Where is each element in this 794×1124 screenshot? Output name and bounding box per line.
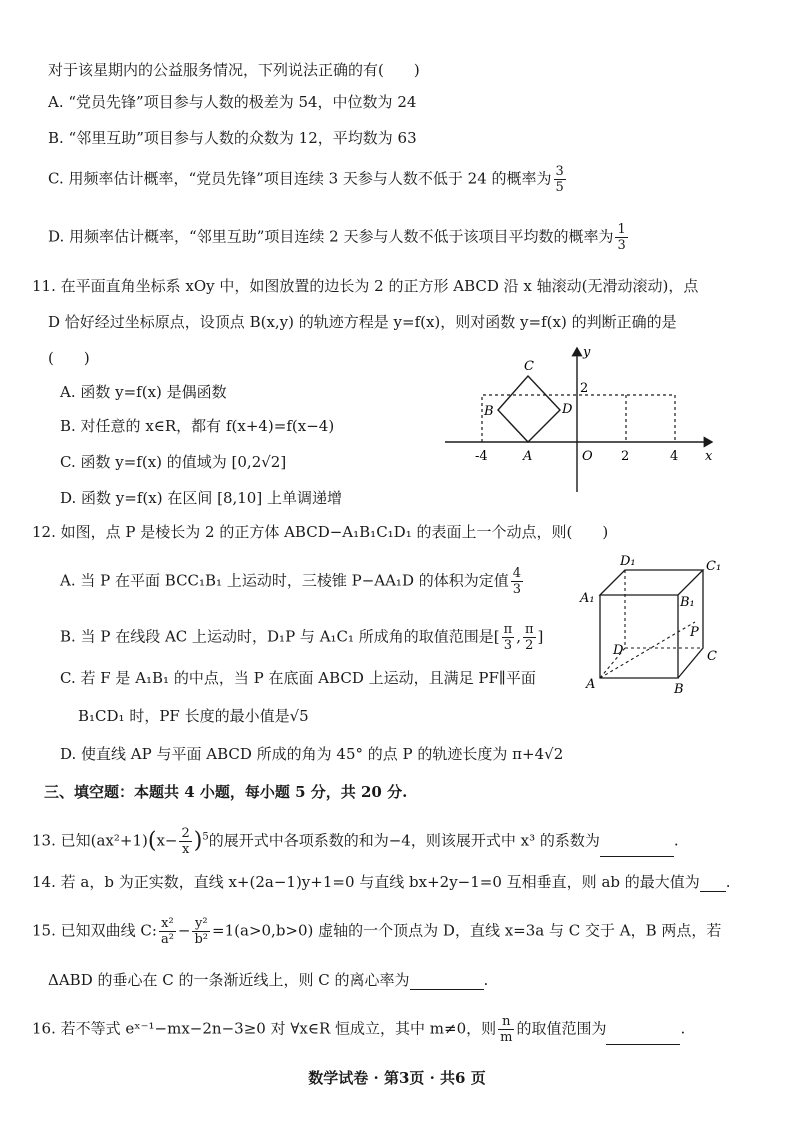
label-C: C xyxy=(707,649,717,664)
q11-option-d: D. 函数 y=f(x) 在区间 [8,10] 上单调递增 xyxy=(60,489,342,507)
q12-option-d: D. 使直线 AP 与平面 ABCD 所成的角为 45° 的点 P 的轨迹长度为 π+4√2 xyxy=(60,745,564,763)
label-D: D xyxy=(562,402,573,417)
q14-text: 14. 若 a，b 为正实数，直线 x+(2a−1)y+1=0 与直线 bx+2y−1=0 互相垂直，则 ab 的最大值为 xyxy=(32,873,700,891)
q16-post: 的取值范围为 xyxy=(516,1019,607,1038)
paren-open: ( xyxy=(147,828,157,854)
answer-blank[interactable] xyxy=(606,1028,680,1045)
denominator: 2 xyxy=(525,638,534,653)
q12-option-b-text: B. 当 P 在线段 AC 上运动时，D₁P 与 A₁C₁ 所成角的取值范围是[ xyxy=(60,627,500,646)
q11-figure xyxy=(440,340,730,500)
q10-stem: 对于该星期内的公益服务情况，下列说法正确的有( ) xyxy=(48,61,420,79)
label-D: D xyxy=(613,643,624,658)
section-title: 三、填空题：本题共 4 小题，每小题 5 分，共 20 分. xyxy=(44,783,408,801)
square-abcd xyxy=(498,376,560,442)
label-y: y xyxy=(583,345,591,360)
q12-option-a-text: A. 当 P 在平面 BCC₁B₁ 上运动时，三棱锥 P−AA₁D 的体积为定值 xyxy=(60,571,509,590)
q10-option-c-text: C. 用频率估计概率，“党员先锋”项目连续 3 天参与人数不低于 24 的概率为 xyxy=(48,169,552,188)
label-x: x xyxy=(705,449,713,464)
q13-post: 的展开式中各项系数的和为−4，则该展开式中 x³ 的系数为 xyxy=(208,831,600,850)
paren-close: ) xyxy=(193,828,203,854)
label-p2: 2 xyxy=(621,449,630,464)
q15-line1 xyxy=(32,916,721,947)
q11-line1: 11. 在平面直角坐标系 xOy 中，如图放置的边长为 2 的正方形 ABCD 沿 x 轴滚动(无滑动滚动)，点 xyxy=(32,277,699,295)
q10-option-d-text: D. 用频率估计概率，“邻里互助”项目连续 2 天参与人数不低于该项目平均数的概率为 xyxy=(48,227,614,246)
numerator: 4 xyxy=(512,566,522,581)
numerator: n xyxy=(498,1014,514,1030)
fraction xyxy=(179,826,191,857)
label-A: A xyxy=(586,677,596,692)
q10-option-d xyxy=(48,222,630,253)
label-2-y: 2 xyxy=(580,381,589,396)
q15-line2 xyxy=(48,970,488,990)
fraction xyxy=(502,622,515,653)
numerator: 1 xyxy=(617,222,626,237)
dashed-trajectory xyxy=(482,395,675,442)
q12-option-a xyxy=(60,566,525,597)
q13 xyxy=(32,826,679,857)
fraction xyxy=(523,622,536,653)
label-p4: 4 xyxy=(670,449,679,464)
label-P: P xyxy=(690,625,699,640)
fraction xyxy=(159,916,176,947)
q15-post: =1(a>0,b>0) 虚轴的一个顶点为 D，直线 x=3a 与 C 交于 A，B 两点，若 xyxy=(212,921,722,940)
q13-pre: 13. 已知(ax²+1) xyxy=(32,831,148,850)
denominator: 3 xyxy=(512,582,522,597)
q12-cube-figure xyxy=(570,550,730,700)
fraction xyxy=(498,1014,514,1045)
denominator: x xyxy=(181,842,190,857)
q14 xyxy=(32,872,731,892)
denominator: 3 xyxy=(617,238,626,253)
q10-option-a: A. “党员先锋”项目参与人数的极差为 54，中位数为 24 xyxy=(48,93,417,111)
fraction xyxy=(511,566,523,597)
label-B: B xyxy=(674,682,684,697)
cube-visible-edges xyxy=(600,570,703,678)
q10-option-c xyxy=(48,164,568,195)
label-m4: -4 xyxy=(475,449,488,464)
fraction xyxy=(192,916,210,947)
label-A1: A₁ xyxy=(580,591,595,606)
label-A: A xyxy=(523,449,533,464)
fraction xyxy=(554,164,566,195)
q15-pre: 15. 已知双曲线 C: xyxy=(32,921,157,940)
period: . xyxy=(725,873,731,891)
label-B1: B₁ xyxy=(680,595,695,610)
answer-blank[interactable] xyxy=(600,840,674,857)
answer-blank[interactable] xyxy=(410,973,484,990)
q11-option-b: B. 对任意的 x∈R，都有 f(x+4)=f(x−4) xyxy=(60,417,335,435)
period: . xyxy=(680,1019,686,1038)
q12-stem: 12. 如图，点 P 是棱长为 2 的正方体 ABCD−A₁B₁C₁D₁ 的表面上一个动点，则( ) xyxy=(32,523,609,541)
exponent: 5 xyxy=(202,831,209,843)
label-o: O xyxy=(582,449,593,464)
q15-line2-text: ΔABD 的垂心在 C 的一条渐近线上，则 C 的离心率为 xyxy=(48,971,410,989)
page-footer: 数学试卷 · 第3页 · 共6 页 xyxy=(308,1069,486,1087)
bracket: ] xyxy=(537,627,544,646)
label-C: C xyxy=(524,359,534,374)
denominator: b² xyxy=(194,932,209,947)
q16-pre: 16. 若不等式 eˣ⁻¹−mx−2n−3≥0 对 ∀x∈R 恒成立，其中 m≠0，则 xyxy=(32,1019,497,1038)
numerator: π xyxy=(525,622,534,637)
numerator: x² xyxy=(159,916,176,932)
label-C1: C₁ xyxy=(706,559,722,574)
q11-option-a: A. 函数 y=f(x) 是偶函数 xyxy=(60,383,227,401)
q16 xyxy=(32,1014,685,1045)
denominator: 3 xyxy=(503,638,513,653)
q10-option-b: B. “邻里互助”项目参与人数的众数为 12，平均数为 63 xyxy=(48,129,417,147)
q12-option-c-line2: B₁CD₁ 时，PF 长度的最小值是√5 xyxy=(78,707,309,725)
q12-option-c-line1: C. 若 F 是 A₁B₁ 的中点，当 P 在底面 ABCD 上运动，且满足 PF∥平面 xyxy=(60,669,536,687)
period: . xyxy=(673,831,679,850)
denominator: a² xyxy=(160,932,174,947)
numerator: y² xyxy=(192,916,210,932)
numerator: 3 xyxy=(555,164,564,179)
denominator: m xyxy=(500,1030,513,1045)
denominator: 5 xyxy=(555,180,564,195)
minus: − xyxy=(177,921,191,940)
q11-option-c: C. 函数 y=f(x) 的值域为 [0,2√2] xyxy=(60,453,287,471)
q11-paren: ( ) xyxy=(48,349,90,367)
period: . xyxy=(483,971,489,989)
numerator: π xyxy=(503,622,513,637)
answer-blank[interactable] xyxy=(700,875,726,892)
label-B: B xyxy=(484,404,494,419)
label-D1: D₁ xyxy=(620,554,636,569)
q13-mid: x− xyxy=(156,831,178,850)
fraction xyxy=(615,222,627,253)
q11-line2: D 恰好经过坐标原点，设顶点 B(x,y) 的轨迹方程是 y=f(x)，则对函数 y=f(x) 的判断正确的是 xyxy=(48,313,677,331)
q12-option-b: B. 当 P 在线段 AC 上运动时，D₁P 与 A₁C₁ 所成角的取值范围是[ $\frac{\pi}{3}$ , $\frac{\pi}{2}$ ] xyxy=(60,622,544,653)
numerator: 2 xyxy=(181,826,190,841)
